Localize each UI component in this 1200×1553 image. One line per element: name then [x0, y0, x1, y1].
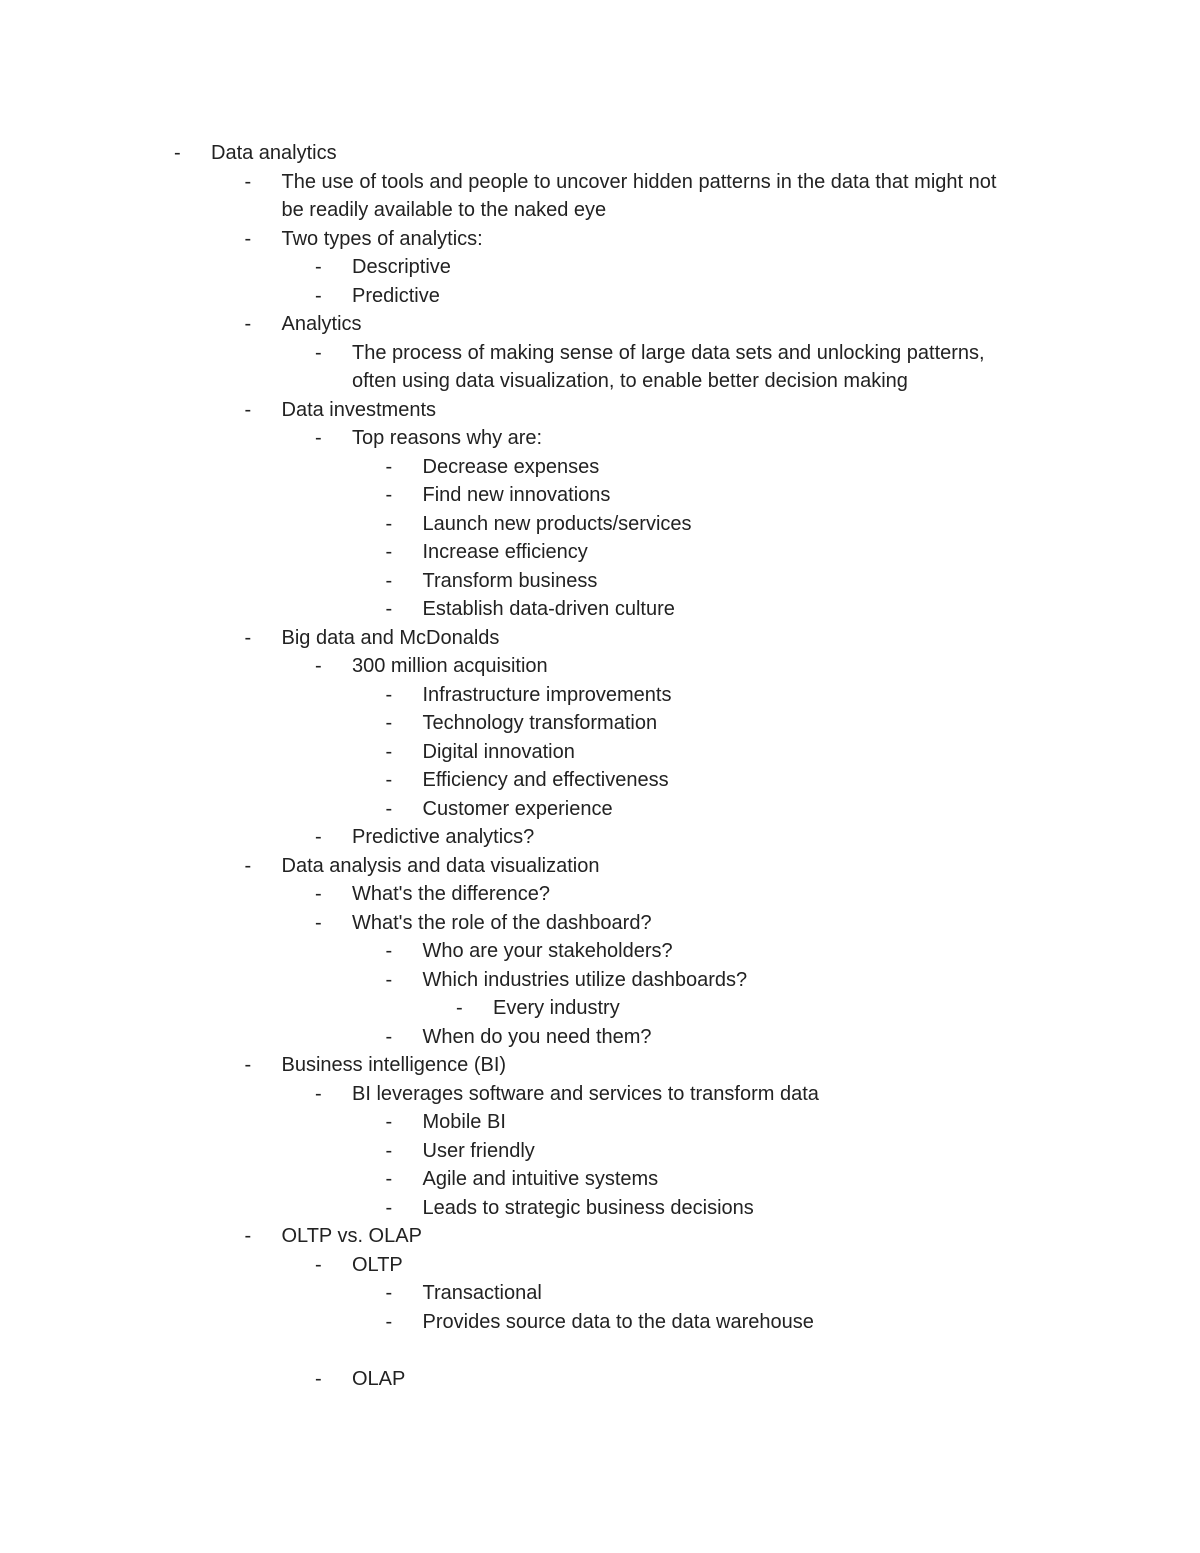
bullet-dash: - — [385, 1168, 393, 1190]
bullet-dash: - — [244, 626, 252, 649]
outline-item-level-2 — [0, 880, 1200, 909]
outline-item-level-3 — [0, 567, 1200, 596]
outline-item-level-3 — [0, 481, 1200, 510]
outline-item-text: OLAP — [352, 1367, 406, 1390]
outline-item-text: Predictive — [352, 284, 440, 307]
outline-item-text: Data investments — [281, 398, 437, 421]
outline-item-text: OLTP — [352, 1253, 403, 1276]
outline-item-level-2 — [0, 823, 1200, 852]
outline-item-text: Every industry — [493, 997, 620, 1019]
outline-item-level-2 — [0, 282, 1200, 311]
outline-item-level-2 — [0, 1080, 1200, 1109]
outline-item-level-2 — [0, 339, 1200, 368]
bullet-dash: - — [385, 541, 393, 563]
bullet-dash: - — [385, 598, 393, 620]
outline-item-text: Infrastructure improvements — [422, 683, 672, 706]
outline-item-text: often using data visualization, to enable better decision making — [352, 370, 908, 392]
bullet-dash: - — [315, 826, 322, 848]
outline-item-level-3 — [0, 738, 1200, 767]
outline-item-level-2 — [0, 652, 1200, 681]
bullet-dash: - — [315, 883, 322, 905]
outline-item-text: User friendly — [422, 1139, 535, 1162]
outline-item-level-3 — [0, 1194, 1200, 1223]
bullet-dash: - — [385, 740, 393, 763]
bullet-dash: - — [385, 1310, 393, 1333]
bullet-dash: - — [244, 398, 252, 421]
outline-item-text: Digital innovation — [422, 740, 575, 763]
bullet-dash: - — [385, 968, 393, 991]
bullet-dash: - — [244, 854, 252, 877]
outline-item-text: Business intelligence (BI) — [281, 1054, 507, 1076]
outline-item-level-2 — [0, 424, 1200, 453]
bullet-dash: - — [385, 683, 393, 706]
outline-item-level-2 — [0, 253, 1200, 282]
outline-item-text: Launch new products/services — [422, 512, 692, 535]
bullet-dash: - — [315, 1082, 322, 1105]
outline-item-text: What's the role of the dashboard? — [352, 911, 652, 934]
outline-item-level-3 — [0, 681, 1200, 710]
outline-item-text: 300 million acquisition — [352, 655, 548, 677]
outline-item-level-3 — [0, 795, 1200, 824]
outline-item-text: Agile and intuitive systems — [422, 1168, 659, 1190]
outline-item-level-2 — [0, 909, 1200, 938]
bullet-dash: - — [385, 1025, 393, 1048]
bullet-dash: - — [315, 1367, 322, 1390]
outline-item-text: Two types of analytics: — [281, 227, 483, 250]
bullet-dash: - — [315, 341, 322, 364]
outline-item-level-3 — [0, 1023, 1200, 1052]
outline-item-level-3 — [0, 510, 1200, 539]
outline-item-text: Transform business — [422, 569, 598, 592]
outline-item-text: Leads to strategic business decisions — [422, 1196, 754, 1219]
outline-item-text: Increase efficiency — [422, 541, 588, 563]
outline-item-level-1 — [0, 1222, 1200, 1251]
outline-item-continuation — [0, 367, 1200, 396]
outline-item-level-3 — [0, 966, 1200, 995]
bullet-dash: - — [244, 1054, 252, 1076]
outline-item-text: Customer experience — [422, 797, 613, 820]
outline-item-level-3 — [0, 1308, 1200, 1337]
outline-item-text: Efficiency and effectiveness — [422, 769, 669, 791]
outline-item-text: Which industries utilize dashboards? — [422, 968, 748, 991]
outline-item-level-3 — [0, 453, 1200, 482]
outline-item-text: BI leverages software and services to transform data — [352, 1082, 819, 1105]
outline-item-text: Mobile BI — [422, 1111, 506, 1133]
outline-item-level-1 — [0, 852, 1200, 881]
bullet-dash: - — [385, 512, 393, 535]
outline-item-level-3 — [0, 937, 1200, 966]
bullet-dash: - — [315, 1253, 322, 1276]
bullet-dash: - — [456, 997, 463, 1019]
bullet-dash: - — [315, 655, 322, 677]
bullet-dash: - — [385, 769, 393, 791]
bullet-dash: - — [385, 940, 393, 962]
bullet-dash: - — [244, 313, 252, 335]
outline-item-level-1 — [0, 396, 1200, 425]
outline-item-text: Data analysis and data visualization — [281, 854, 600, 877]
outline-item-text: Establish data-driven culture — [422, 598, 675, 620]
bullet-dash: - — [385, 484, 393, 506]
outline-item-text: Decrease expenses — [422, 455, 600, 478]
outline-item-text: be readily available to the naked eye — [281, 199, 607, 221]
bullet-dash: - — [385, 1139, 393, 1162]
outline-item-level-3 — [0, 1137, 1200, 1166]
bullet-outline — [0, 139, 1200, 1393]
outline-item-text: When do you need them? — [422, 1025, 652, 1048]
outline-item-level-1 — [0, 624, 1200, 653]
outline-item-text: The use of tools and people to uncover hidden patterns in the data that might not — [281, 170, 997, 193]
outline-item-level-3 — [0, 766, 1200, 795]
outline-item-text: The process of making sense of large data sets and unlocking patterns, — [352, 341, 985, 364]
outline-item-level-4 — [0, 994, 1200, 1023]
outline-item-level-3 — [0, 1108, 1200, 1137]
bullet-dash: - — [244, 170, 252, 193]
bullet-dash: - — [174, 142, 181, 164]
bullet-dash: - — [385, 1111, 393, 1133]
bullet-dash: - — [315, 284, 322, 307]
outline-item-text: Top reasons why are: — [352, 427, 543, 449]
outline-item-level-3 — [0, 1279, 1200, 1308]
outline-item-text: Technology transformation — [422, 712, 658, 734]
bullet-dash: - — [244, 227, 252, 250]
outline-item-text: What's the difference? — [352, 883, 551, 905]
outline-item-text: Predictive analytics? — [352, 826, 535, 848]
outline-item-text: OLTP vs. OLAP — [281, 1225, 422, 1247]
bullet-dash: - — [385, 569, 393, 592]
outline-item-level-0 — [0, 139, 1200, 168]
outline-item-text: Find new innovations — [422, 484, 611, 506]
outline-item-continuation — [0, 196, 1200, 225]
outline-item-level-1 — [0, 1051, 1200, 1080]
outline-item-text: Transactional — [422, 1282, 542, 1304]
outline-item-text: Analytics — [281, 313, 362, 335]
outline-item-level-3 — [0, 538, 1200, 567]
outline-item-level-1 — [0, 168, 1200, 197]
bullet-dash: - — [315, 427, 322, 449]
outline-item-level-1 — [0, 310, 1200, 339]
outline-item-level-2 — [0, 1251, 1200, 1280]
bullet-dash: - — [385, 455, 393, 478]
bullet-dash: - — [315, 911, 322, 934]
outline-item-text: Big data and McDonalds — [281, 626, 500, 649]
bullet-dash: - — [385, 712, 393, 734]
bullet-dash: - — [244, 1225, 252, 1247]
outline-item-text: Who are your stakeholders? — [422, 940, 673, 962]
outline-item-level-3 — [0, 595, 1200, 624]
outline-item-text: Data analytics — [211, 142, 337, 164]
outline-item-level-3 — [0, 1165, 1200, 1194]
outline-item-level-2 — [0, 1336, 1200, 1393]
bullet-dash: - — [385, 797, 393, 820]
bullet-dash: - — [385, 1196, 393, 1219]
outline-item-level-1 — [0, 225, 1200, 254]
outline-item-text: Descriptive — [352, 256, 451, 278]
bullet-dash: - — [315, 256, 322, 278]
bullet-dash: - — [385, 1282, 393, 1304]
outline-item-text: Provides source data to the data warehouse — [422, 1310, 814, 1333]
outline-item-level-3 — [0, 709, 1200, 738]
